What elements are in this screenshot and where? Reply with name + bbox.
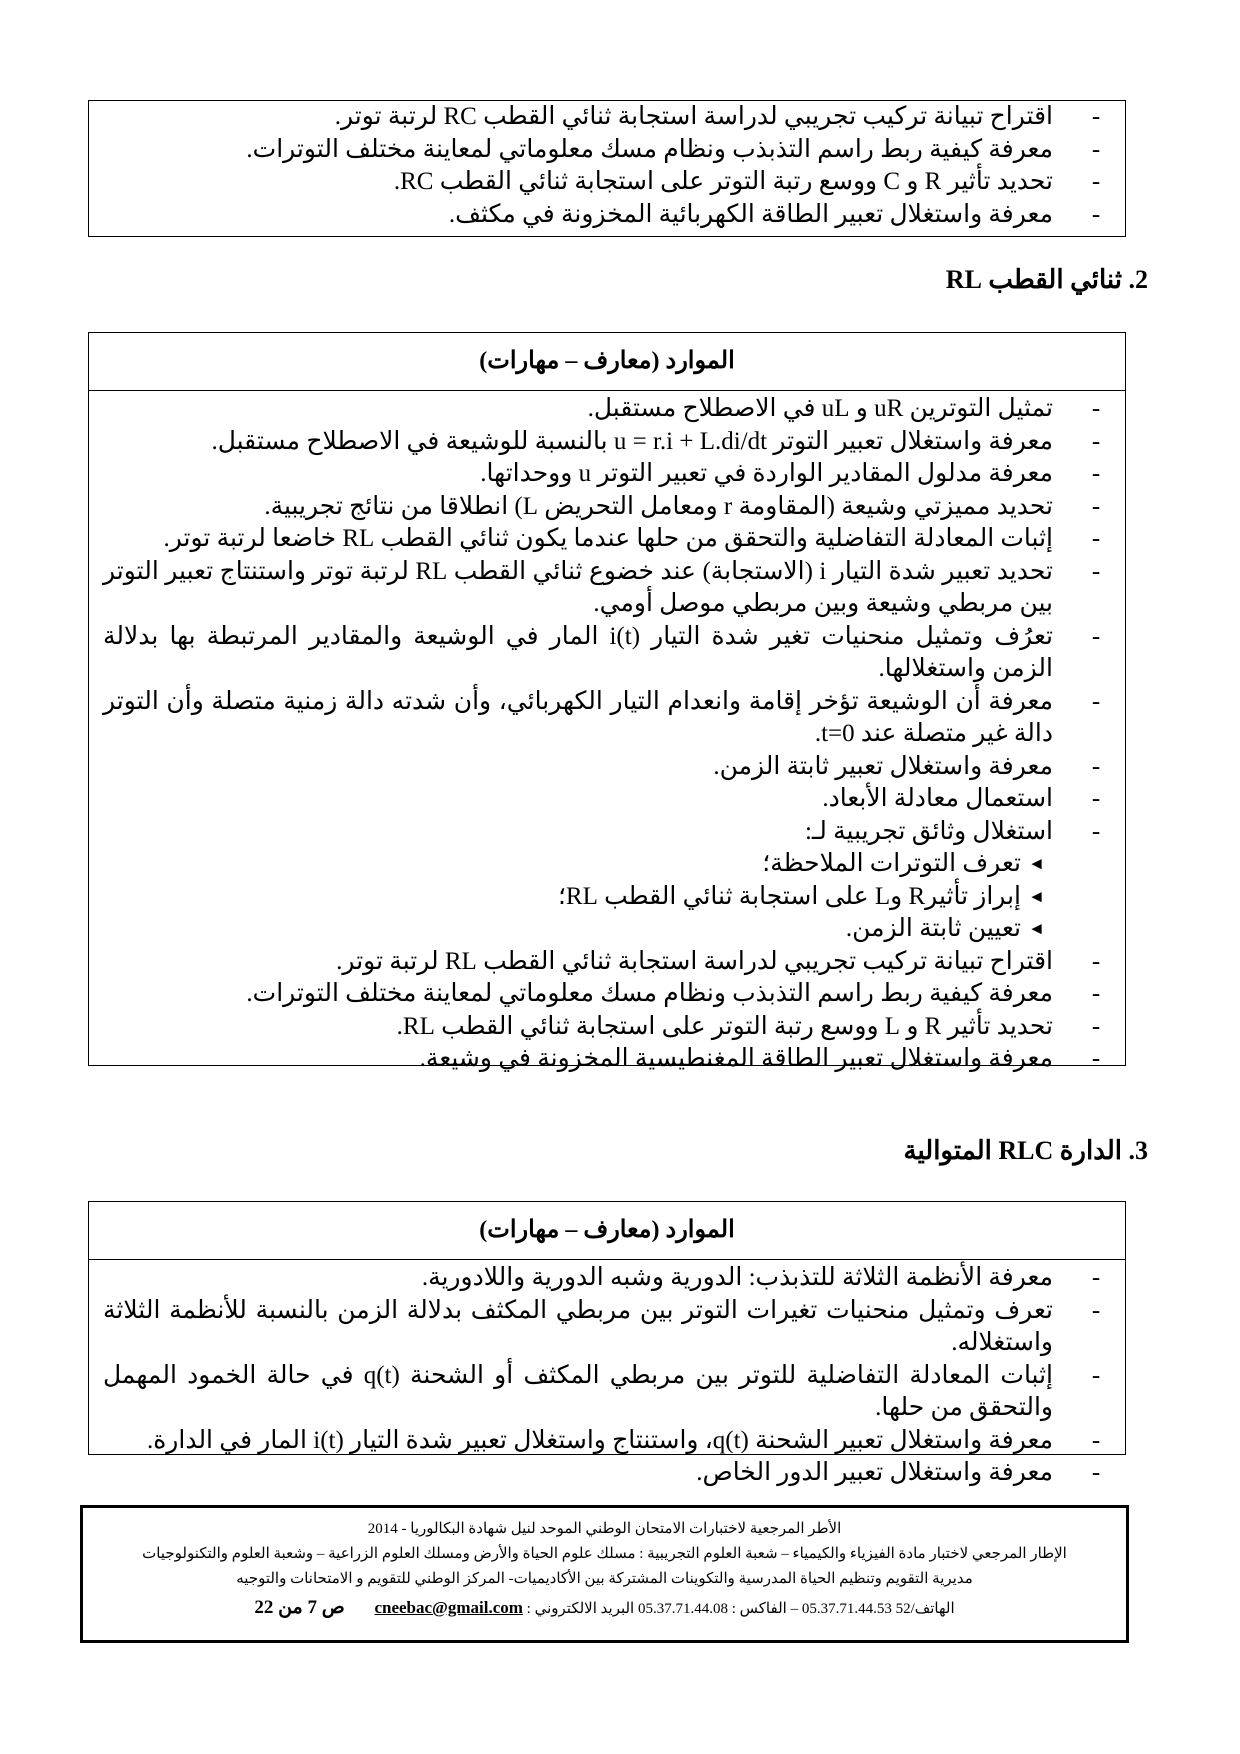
sub-list-item: ◄ إبراز تأثيرR وL على استجابة ثنائي القطب RL؛ — [89, 881, 1125, 914]
list-item: - تمثيل التوترين uR و uL في الاصطلاح مستقبل. — [89, 393, 1125, 426]
list-item: - معرفة واستغلال تعبير التوتر u = r.i + L.di/dt بالنسبة للوشيعة في الاصطلاح مستقبل. — [89, 426, 1125, 459]
rlc-resources-box — [88, 1201, 1126, 1486]
list-item: - إثبات المعادلة التفاضلية للتوتر بين مربطي المكثف أو الشحنة q(t) في حالة الخمود المهمل والتحقق من حلها. — [103, 1361, 1101, 1421]
footer-line-1: الأطر المرجعية لاختبارات الامتحان الوطني الموحد لنيل شهادة البكالوريا - 2014 — [367, 1521, 842, 1537]
footer-contact — [83, 1596, 1126, 1624]
dash-bullet: - — [1091, 1012, 1101, 1040]
rl-box-header: الموارد (معارف – مهارات) — [89, 333, 1125, 391]
list-item: - معرفة أن الوشيعة تؤخر إقامة وانعدام التيار الكهربائي، وأن شدته دالة زمنية متصلة وأن التوتر دالة غير متصلة عند t=0. — [89, 686, 1125, 751]
list-item: - اقتراح تبيانة تركيب تجريبي لدراسة استجابة ثنائي القطب RL لرتبة توتر. — [89, 946, 1125, 979]
dash-bullet: - — [1091, 1045, 1101, 1072]
dash-bullet: - — [1091, 947, 1101, 975]
rc-items-list — [89, 101, 1125, 231]
list-item: - معرفة واستغلال تعبير الدور الخاص. — [696, 1459, 1101, 1486]
page-number: ص 7 من 22 — [254, 1597, 345, 1618]
list-item: - تحديد تأثير R و C ووسع رتبة التوتر على استجابة ثنائي القطب RC. — [393, 168, 1101, 195]
dash-bullet: - — [1091, 817, 1101, 845]
section-3-title: 3. الدارة RLC المتوالية — [903, 1136, 1148, 1165]
list-item: - معرفة واستغلال تعبير الشحنة q(t)، واستنتاج واستغلال تعبير شدة التيار i(t) المار في الدارة. — [146, 1426, 1101, 1454]
rlc-items-list — [89, 1260, 1125, 1490]
page-footer — [80, 1505, 1129, 1643]
dash-bullet: - — [1091, 492, 1101, 520]
dash-bullet: - — [1091, 622, 1101, 650]
list-item: - معرفة كيفية ربط راسم التذبذب ونظام مسك معلوماتي لمعاينة مختلف التوترات. — [89, 978, 1125, 1011]
triangle-bullet-icon: ◄ — [1028, 919, 1045, 938]
footer-line-2: الإطار المرجعي لاختبار مادة الفيزياء والكيمياء – شعبة العلوم التجريبية : مسلك علوم الحياة والأرض ومسلك العلوم الزراعية – وشعبة العلوم والتكنولوجيات — [142, 1546, 1067, 1562]
rc-resources-box — [88, 100, 1126, 237]
sub-list-item: ◄ تعيين ثابتة الزمن. — [89, 913, 1125, 946]
list-item: - استعمال معادلة الأبعاد. — [89, 783, 1125, 816]
list-item: - إثبات المعادلة التفاضلية والتحقق من حلها عندما يكون ثنائي القطب RL خاضعا لرتبة توتر. — [89, 523, 1125, 556]
dash-bullet: - — [1091, 752, 1101, 780]
footer-email[interactable]: cneebac@gmail.com — [374, 1598, 523, 1617]
dash-bullet: - — [1091, 395, 1101, 422]
section-2-title: 2. ثنائي القطب RL — [945, 265, 1148, 294]
list-item: - تحديد تأثير R و L ووسع رتبة التوتر على استجابة ثنائي القطب RL. — [89, 1011, 1125, 1044]
list-item: - معرفة واستغلال تعبير ثابتة الزمن. — [89, 751, 1125, 784]
rl-resources-box — [88, 332, 1126, 1072]
list-item: - تحديد مميزتي وشيعة (المقاومة r ومعامل التحريض L) انطلاقا من نتائج تجريبية. — [89, 491, 1125, 524]
footer-line-3: مديرية التقويم وتنظيم الحياة المدرسية والتكوينات المشتركة بين الأكاديميات- المركز الوطني للتقويم و الامتحانات والتوجيه — [236, 1571, 973, 1587]
dash-bullet: - — [1091, 980, 1101, 1007]
sub-list-item: ◄ تعرف التوترات الملاحظة؛ — [89, 848, 1125, 881]
triangle-bullet-icon: ◄ — [1028, 854, 1045, 873]
list-item: - معرفة مدلول المقادير الواردة في تعبير التوتر u ووحداتها. — [89, 458, 1125, 491]
rlc-box-header: الموارد (معارف – مهارات) — [89, 1202, 1125, 1260]
list-item: - معرفة واستغلال تعبير الطاقة المغنطيسية المخزونة في وشيعة. — [89, 1043, 1125, 1076]
dash-bullet: - — [1091, 427, 1101, 455]
rl-items-list — [89, 391, 1125, 1076]
list-item: - معرفة واستغلال تعبير الطاقة الكهربائية المخزونة في مكثف. — [448, 200, 1101, 228]
dash-bullet: - — [1091, 557, 1101, 585]
list-item: - تحديد تعبير شدة التيار i (الاستجابة) عند خضوع ثنائي القطب RL لرتبة توتر واستنتاج تعبير التوتر بين مربطي وشيعة وبين مربطي موصل أومي. — [89, 556, 1125, 621]
list-item: - معرفة كيفية ربط راسم التذبذب ونظام مسك معلوماتي لمعاينة مختلف التوترات. — [246, 135, 1101, 163]
dash-bullet: - — [1091, 687, 1101, 715]
triangle-bullet-icon: ◄ — [1028, 886, 1045, 906]
list-item: - اقتراح تبيانة تركيب تجريبي لدراسة استجابة ثنائي القطب RC لرتبة توتر. — [334, 103, 1101, 130]
dash-bullet: - — [1091, 525, 1101, 552]
list-item: - تعرف وتمثيل منحنيات تغيرات التوتر بين مربطي المكثف بدلالة الزمن بالنسبة للأنظمة الثلاثة واستغلاله. — [103, 1296, 1101, 1356]
list-item: - تعرُف وتمثيل منحنيات تغير شدة التيار i(t) المار في الوشيعة والمقادير المرتبطة بها بدلالة الزمن واستغلالها. — [89, 621, 1125, 686]
footer-contact-text: الهاتف/52 05.37.71.44.53 – الفاكس : 05.37.71.44.08 البريد الالكتروني : — [526, 1601, 955, 1617]
list-item: - استغلال وثائق تجريبية لـ: — [89, 816, 1125, 849]
list-item: - معرفة الأنظمة الثلاثة للتذبذب: الدورية وشبه الدورية واللادورية. — [421, 1264, 1101, 1291]
dash-bullet: - — [1091, 785, 1101, 812]
dash-bullet: - — [1091, 460, 1101, 487]
